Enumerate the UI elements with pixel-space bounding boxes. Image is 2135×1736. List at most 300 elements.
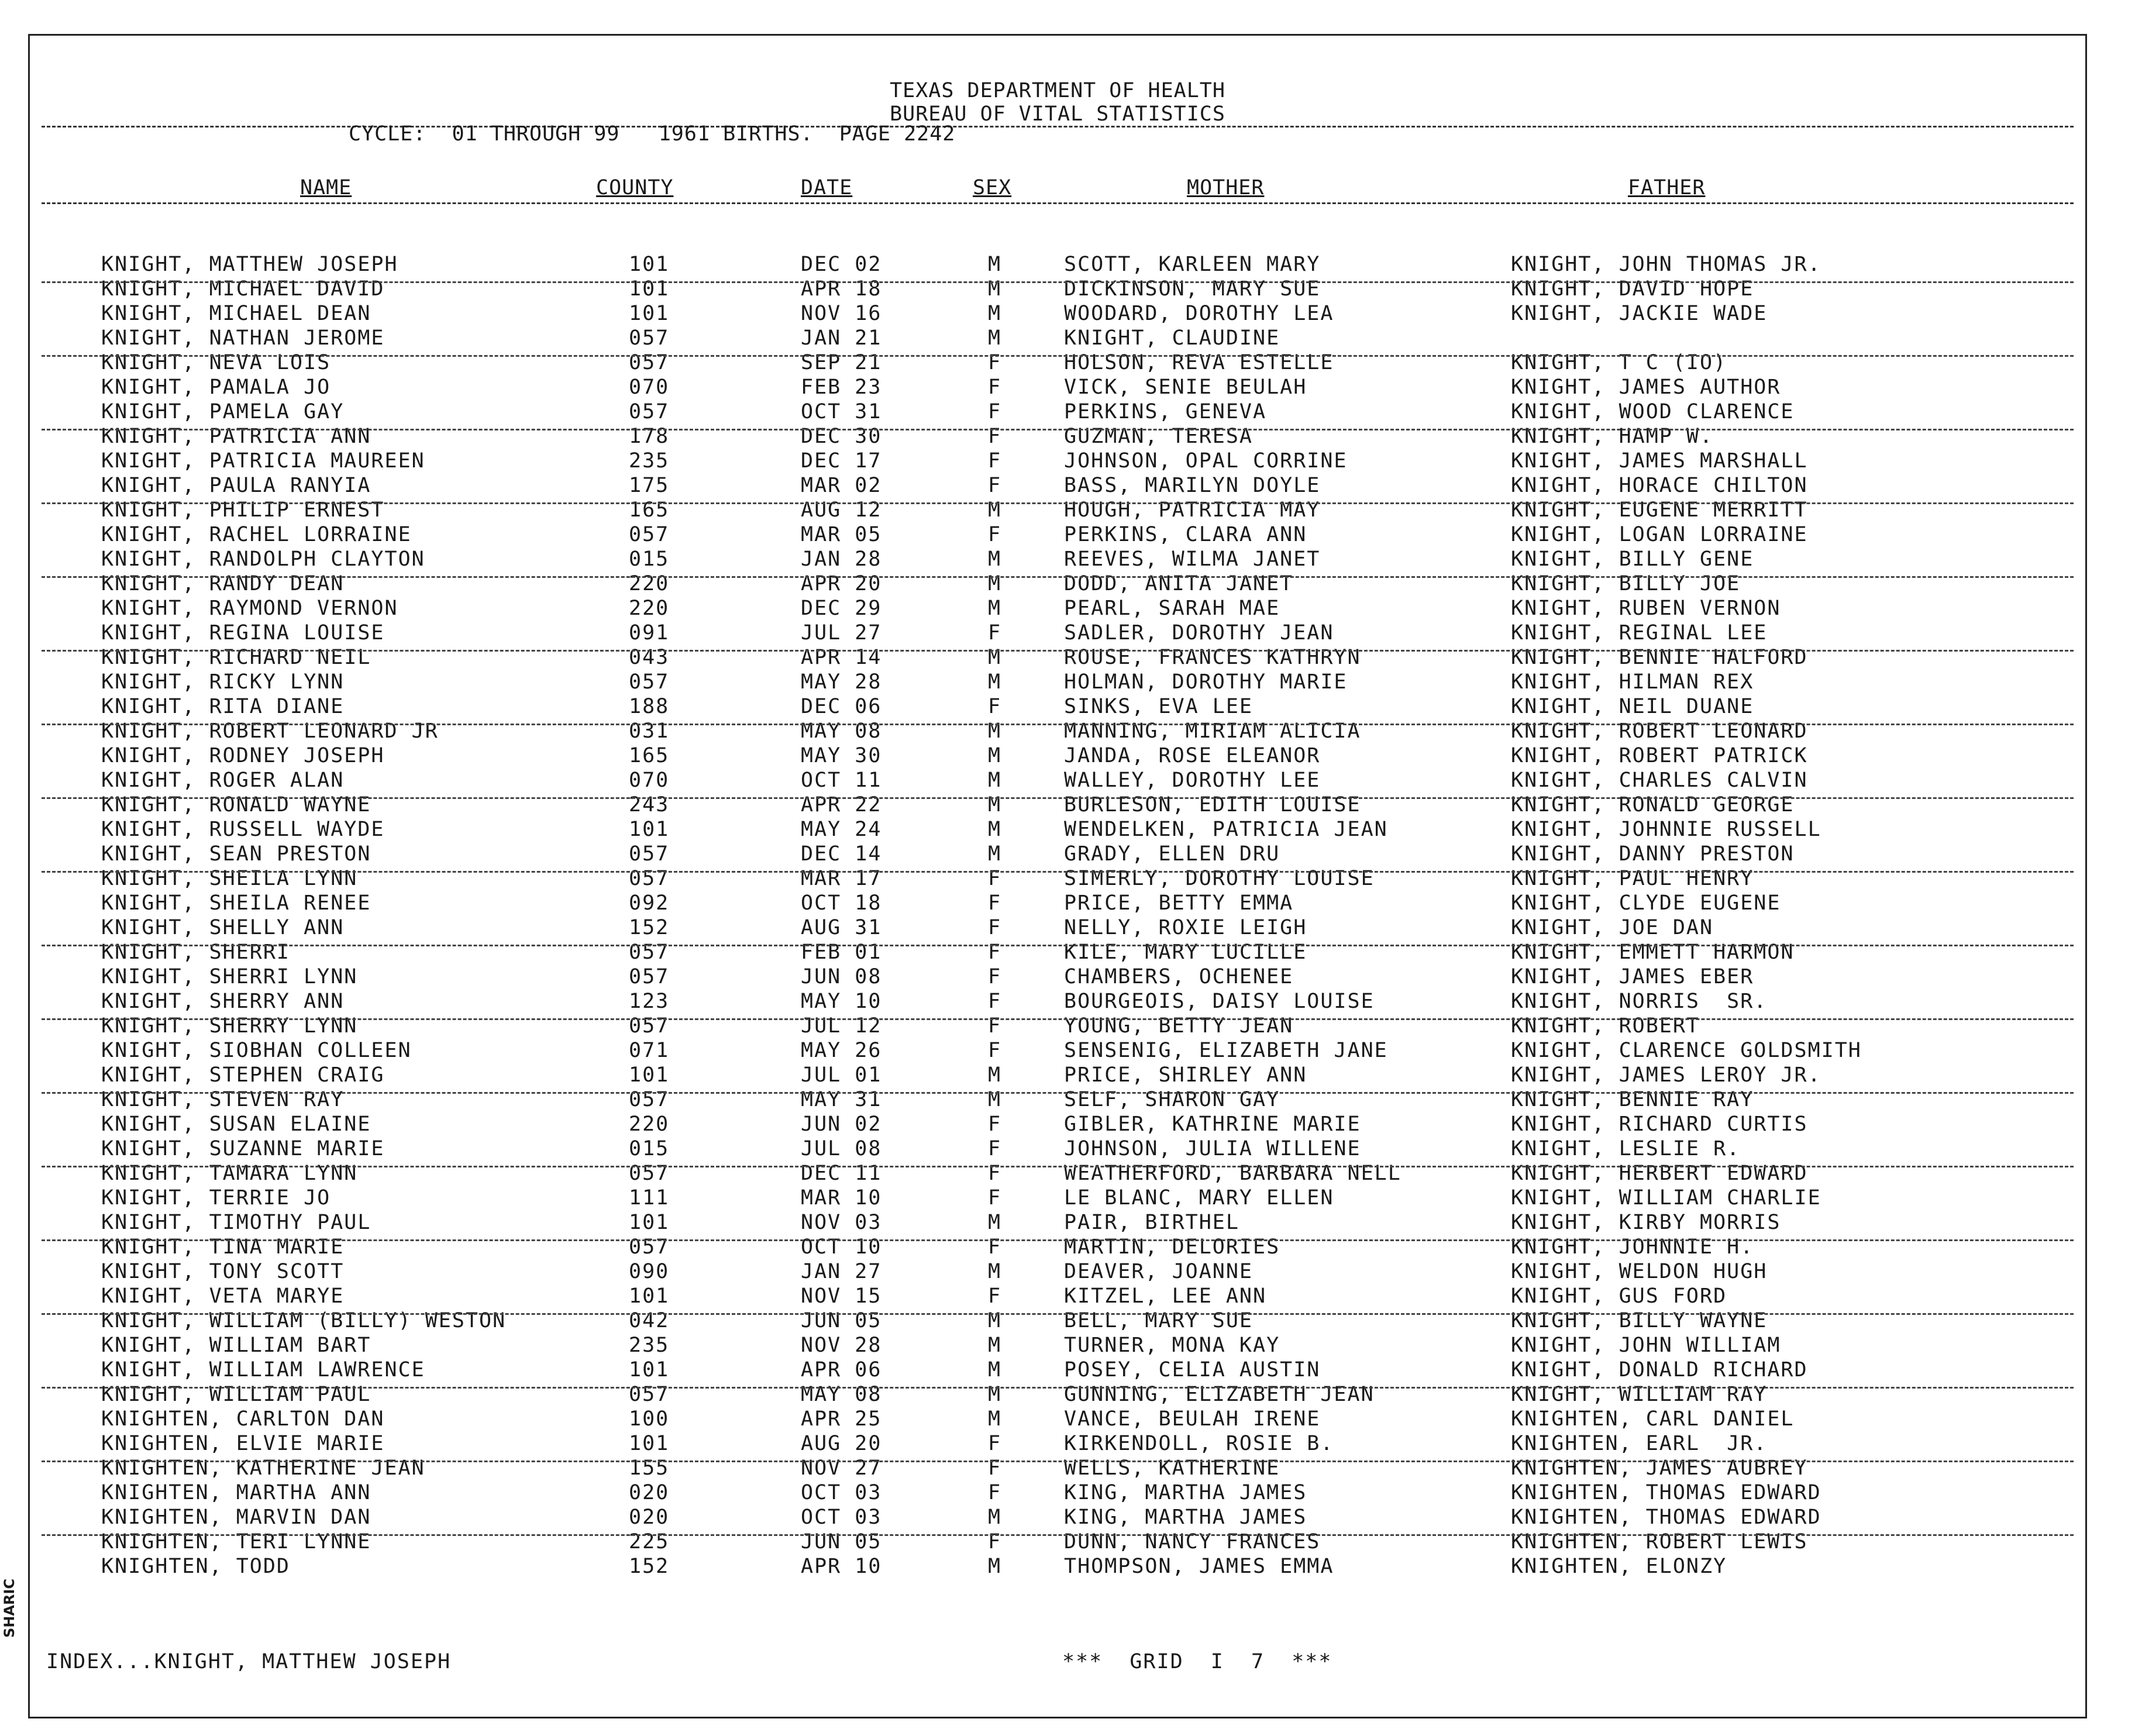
cell-sex: M: [988, 1309, 1002, 1332]
cell-sex: M: [988, 277, 1002, 301]
cell-county: 235: [629, 449, 670, 473]
cell-sex: F: [988, 1186, 1002, 1210]
cell-sex: F: [988, 1284, 1002, 1308]
cell-mother: JANDA, ROSE ELEANOR: [1064, 744, 1321, 767]
cell-county: 020: [629, 1506, 670, 1529]
cell-date: JUL 08: [801, 1137, 882, 1160]
cell-date: FEB 23: [801, 376, 882, 399]
table-row: [30, 277, 2085, 301]
cell-mother: THOMPSON, JAMES EMMA: [1064, 1555, 1334, 1578]
cell-date: AUG 20: [801, 1432, 882, 1455]
cell-mother: JOHNSON, JULIA WILLENE: [1064, 1137, 1361, 1160]
cell-sex: F: [988, 916, 1002, 939]
cell-sex: F: [988, 425, 1002, 448]
cell-county: 057: [629, 351, 670, 374]
cell-date: MAY 08: [801, 719, 882, 743]
cell-mother: DUNN, NANCY FRANCES: [1064, 1530, 1321, 1554]
cell-date: JUN 05: [801, 1530, 882, 1554]
cell-father: KNIGHTEN, THOMAS EDWARD: [1511, 1506, 1821, 1529]
cell-date: APR 20: [801, 572, 882, 595]
cell-sex: F: [988, 621, 1002, 645]
cell-county: 165: [629, 744, 670, 767]
cell-father: KNIGHT, BILLY JOE: [1511, 572, 1741, 595]
cell-date: MAR 05: [801, 523, 882, 546]
cell-county: 057: [629, 326, 670, 350]
cell-name: KNIGHT, REGINA LOUISE: [101, 621, 385, 645]
cell-mother: WOODARD, DOROTHY LEA: [1064, 302, 1334, 325]
cell-sex: F: [988, 891, 1002, 915]
cell-date: NOV 03: [801, 1211, 882, 1234]
cell-father: KNIGHT, CHARLES CALVIN: [1511, 769, 1808, 792]
column-header-mother: MOTHER: [1187, 176, 1265, 199]
cell-date: NOV 27: [801, 1456, 882, 1480]
cell-father: KNIGHT, RICHARD CURTIS: [1511, 1112, 1808, 1136]
table-row: [30, 1210, 2085, 1235]
cell-sex: F: [988, 1112, 1002, 1136]
column-header-sex: SEX: [973, 176, 1012, 199]
cell-sex: F: [988, 523, 1002, 546]
cell-name: KNIGHT, SUSAN ELAINE: [101, 1112, 371, 1136]
cell-father: KNIGHTEN, CARL DANIEL: [1511, 1407, 1795, 1431]
table-row: [30, 866, 2085, 891]
cell-name: KNIGHT, RACHEL LORRAINE: [101, 523, 412, 546]
column-header-date: DATE: [801, 176, 853, 199]
department-title: TEXAS DEPARTMENT OF HEALTH: [890, 79, 1225, 102]
cell-mother: TURNER, MONA KAY: [1064, 1334, 1280, 1357]
table-row: [30, 793, 2085, 817]
table-row: [30, 399, 2085, 424]
cell-county: 101: [629, 302, 670, 325]
cell-mother: BURLESON, EDITH LOUISE: [1064, 793, 1361, 817]
cell-father: KNIGHT, HAMP W.: [1511, 425, 1714, 448]
cell-mother: SINKS, EVA LEE: [1064, 695, 1254, 718]
cell-date: OCT 18: [801, 891, 882, 915]
table-row: [30, 719, 2085, 743]
cell-father: KNIGHT, DAVID HOPE: [1511, 277, 1754, 301]
cell-father: KNIGHT, KIRBY MORRIS: [1511, 1211, 1781, 1234]
cell-date: FEB 01: [801, 941, 882, 964]
cell-name: KNIGHT, SHEILA LYNN: [101, 867, 358, 890]
cell-mother: HOLMAN, DOROTHY MARIE: [1064, 670, 1348, 694]
column-header-name: NAME: [300, 176, 352, 199]
table-row: [30, 522, 2085, 547]
cell-sex: M: [988, 1506, 1002, 1529]
cell-sex: F: [988, 867, 1002, 890]
cell-sex: M: [988, 1063, 1002, 1087]
table-row: [30, 1112, 2085, 1136]
table-row: [30, 301, 2085, 326]
cell-date: MAR 02: [801, 474, 882, 497]
cell-date: JAN 21: [801, 326, 882, 350]
cell-county: 043: [629, 646, 670, 669]
cell-name: KNIGHT, TIMOTHY PAUL: [101, 1211, 371, 1234]
cell-county: 090: [629, 1260, 670, 1283]
cell-name: KNIGHT, RANDY DEAN: [101, 572, 345, 595]
cell-county: 101: [629, 1432, 670, 1455]
cell-mother: KILE, MARY LUCILLE: [1064, 941, 1307, 964]
table-row: [30, 670, 2085, 694]
cell-county: 057: [629, 523, 670, 546]
cell-mother: NELLY, ROXIE LEIGH: [1064, 916, 1307, 939]
cell-mother: KING, MARTHA JAMES: [1064, 1481, 1307, 1504]
cell-father: KNIGHTEN, EARL JR.: [1511, 1432, 1768, 1455]
cell-name: KNIGHT, PHILIP ERNEST: [101, 498, 385, 522]
cell-name: KNIGHTEN, ELVIE MARIE: [101, 1432, 385, 1455]
cell-name: KNIGHT, SHERRI: [101, 941, 291, 964]
cell-county: 057: [629, 1014, 670, 1038]
cell-name: KNIGHT, WILLIAM PAUL: [101, 1383, 371, 1406]
cell-county: 057: [629, 941, 670, 964]
table-row: [30, 1554, 2085, 1579]
cell-mother: YOUNG, BETTY JEAN: [1064, 1014, 1294, 1038]
cell-name: KNIGHT, MATTHEW JOSEPH: [101, 253, 398, 276]
cell-name: KNIGHTEN, TODD: [101, 1555, 291, 1578]
cell-mother: KING, MARTHA JAMES: [1064, 1506, 1307, 1529]
cell-name: KNIGHT, SHELLY ANN: [101, 916, 345, 939]
cell-county: 057: [629, 1235, 670, 1259]
cell-county: 225: [629, 1530, 670, 1554]
table-row: [30, 768, 2085, 793]
cell-sex: M: [988, 1555, 1002, 1578]
cell-mother: BOURGEOIS, DAISY LOUISE: [1064, 990, 1375, 1013]
cell-county: 070: [629, 376, 670, 399]
cell-mother: SELF, SHARON GAY: [1064, 1088, 1280, 1111]
cell-sex: F: [988, 449, 1002, 473]
cell-date: OCT 03: [801, 1506, 882, 1529]
cell-date: DEC 06: [801, 695, 882, 718]
cell-date: DEC 29: [801, 597, 882, 620]
cell-mother: WEATHERFORD, BARBARA NELL: [1064, 1162, 1401, 1185]
cell-county: 101: [629, 1358, 670, 1382]
cell-date: MAY 08: [801, 1383, 882, 1406]
cell-county: 101: [629, 277, 670, 301]
cell-county: 057: [629, 842, 670, 866]
cell-county: 220: [629, 572, 670, 595]
table-row: [30, 621, 2085, 645]
cell-county: 101: [629, 253, 670, 276]
cell-father: KNIGHT, CLARENCE GOLDSMITH: [1511, 1039, 1862, 1062]
cell-date: MAY 28: [801, 670, 882, 694]
cell-county: 243: [629, 793, 670, 817]
table-row: [30, 1358, 2085, 1382]
cell-name: KNIGHT, RAYMOND VERNON: [101, 597, 398, 620]
cell-mother: GUNNING, ELIZABETH JEAN: [1064, 1383, 1375, 1406]
cell-sex: F: [988, 1039, 1002, 1062]
cell-sex: M: [988, 547, 1002, 571]
table-row: [30, 1186, 2085, 1210]
cell-county: 155: [629, 1456, 670, 1480]
table-row: [30, 842, 2085, 866]
cell-father: KNIGHT, JAMES AUTHOR: [1511, 376, 1781, 399]
cell-name: KNIGHT, RICHARD NEIL: [101, 646, 371, 669]
table-row: [30, 596, 2085, 621]
table-row: [30, 498, 2085, 522]
cell-father: KNIGHT, JAMES LEROY JR.: [1511, 1063, 1821, 1087]
cell-sex: F: [988, 1235, 1002, 1259]
cell-father: KNIGHTEN, ELONZY: [1511, 1555, 1727, 1578]
cell-county: 188: [629, 695, 670, 718]
cell-mother: WALLEY, DOROTHY LEE: [1064, 769, 1321, 792]
cell-sex: F: [988, 1014, 1002, 1038]
cell-mother: KITZEL, LEE ANN: [1064, 1284, 1267, 1308]
cell-sex: M: [988, 597, 1002, 620]
table-row: [30, 350, 2085, 375]
cell-father: KNIGHT, HORACE CHILTON: [1511, 474, 1808, 497]
cell-sex: F: [988, 1456, 1002, 1480]
cell-mother: PERKINS, GENEVA: [1064, 400, 1267, 423]
cell-father: KNIGHT, HERBERT EDWARD: [1511, 1162, 1808, 1185]
cell-father: KNIGHT, BILLY WAYNE: [1511, 1309, 1768, 1332]
cell-date: OCT 10: [801, 1235, 882, 1259]
table-row: [30, 694, 2085, 719]
table-row: [30, 1407, 2085, 1431]
cell-name: KNIGHT, RITA DIANE: [101, 695, 345, 718]
cell-name: KNIGHT, NATHAN JEROME: [101, 326, 385, 350]
cell-father: KNIGHTEN, THOMAS EDWARD: [1511, 1481, 1821, 1504]
cell-county: 111: [629, 1186, 670, 1210]
cell-date: JUL 27: [801, 621, 882, 645]
cell-mother: BELL, MARY SUE: [1064, 1309, 1254, 1332]
cell-date: MAY 30: [801, 744, 882, 767]
cell-county: 070: [629, 769, 670, 792]
column-header-county: COUNTY: [596, 176, 674, 199]
cell-sex: F: [988, 1162, 1002, 1185]
cell-date: NOV 16: [801, 302, 882, 325]
cell-date: NOV 15: [801, 1284, 882, 1308]
cell-sex: M: [988, 842, 1002, 866]
cell-date: OCT 11: [801, 769, 882, 792]
table-row: [30, 989, 2085, 1014]
cell-name: KNIGHT, SIOBHAN COLLEEN: [101, 1039, 412, 1062]
cell-father: KNIGHT, WILLIAM RAY: [1511, 1383, 1768, 1406]
cell-mother: DEAVER, JOANNE: [1064, 1260, 1254, 1283]
table-row: [30, 1038, 2085, 1063]
cell-mother: SIMERLY, DOROTHY LOUISE: [1064, 867, 1375, 890]
cell-date: SEP 21: [801, 351, 882, 374]
cell-sex: M: [988, 1260, 1002, 1283]
cell-sex: F: [988, 941, 1002, 964]
cell-county: 220: [629, 597, 670, 620]
cell-name: KNIGHTEN, TERI LYNNE: [101, 1530, 371, 1554]
cell-name: KNIGHT, PAMALA JO: [101, 376, 331, 399]
cell-father: KNIGHT, ROBERT LEONARD: [1511, 719, 1808, 743]
cell-father: KNIGHT, JOE DAN: [1511, 916, 1714, 939]
cell-father: KNIGHT, BILLY GENE: [1511, 547, 1754, 571]
cell-mother: PERKINS, CLARA ANN: [1064, 523, 1307, 546]
cell-sex: F: [988, 695, 1002, 718]
cell-mother: GUZMAN, TERESA: [1064, 425, 1254, 448]
cell-father: KNIGHT, HILMAN REX: [1511, 670, 1754, 694]
cell-date: APR 25: [801, 1407, 882, 1431]
cell-name: KNIGHT, TERRIE JO: [101, 1186, 331, 1210]
cell-sex: M: [988, 253, 1002, 276]
cell-date: APR 06: [801, 1358, 882, 1382]
cell-name: KNIGHT, TONY SCOTT: [101, 1260, 345, 1283]
cell-sex: F: [988, 1530, 1002, 1554]
table-row: [30, 1456, 2085, 1480]
cell-date: OCT 03: [801, 1481, 882, 1504]
cell-mother: BASS, MARILYN DOYLE: [1064, 474, 1321, 497]
table-row: [30, 1161, 2085, 1186]
cell-county: 235: [629, 1334, 670, 1357]
cell-father: KNIGHT, LOGAN LORRAINE: [1511, 523, 1808, 546]
cell-county: 092: [629, 891, 670, 915]
table-row: [30, 473, 2085, 498]
cell-name: KNIGHT, WILLIAM BART: [101, 1334, 371, 1357]
cell-mother: SADLER, DOROTHY JEAN: [1064, 621, 1334, 645]
cell-mother: SENSENIG, ELIZABETH JANE: [1064, 1039, 1388, 1062]
cell-father: KNIGHT, JOHNNIE RUSSELL: [1511, 818, 1821, 841]
cell-father: KNIGHT, DANNY PRESTON: [1511, 842, 1795, 866]
cell-father: KNIGHT, WOOD CLARENCE: [1511, 400, 1795, 423]
cell-sex: M: [988, 326, 1002, 350]
table-row: [30, 1382, 2085, 1407]
cell-father: KNIGHT, WILLIAM CHARLIE: [1511, 1186, 1821, 1210]
table-row: [30, 1431, 2085, 1456]
sharic-side-label: SHARIC: [1, 1579, 18, 1638]
cell-county: 057: [629, 1162, 670, 1185]
cell-name: KNIGHT, PATRICIA ANN: [101, 425, 371, 448]
cell-county: 178: [629, 425, 670, 448]
table-row: [30, 571, 2085, 596]
cell-name: KNIGHTEN, MARVIN DAN: [101, 1506, 371, 1529]
cell-date: APR 10: [801, 1555, 882, 1578]
cell-county: 057: [629, 867, 670, 890]
cell-father: KNIGHT, JOHN THOMAS JR.: [1511, 253, 1821, 276]
cell-mother: GRADY, ELLEN DRU: [1064, 842, 1280, 866]
cell-date: JUN 02: [801, 1112, 882, 1136]
cell-name: KNIGHT, SHERRY LYNN: [101, 1014, 358, 1038]
table-row: [30, 891, 2085, 915]
cell-name: KNIGHT, WILLIAM LAWRENCE: [101, 1358, 425, 1382]
cell-sex: M: [988, 818, 1002, 841]
header-divider: [42, 126, 2074, 128]
cell-date: DEC 17: [801, 449, 882, 473]
cell-mother: PAIR, BIRTHEL: [1064, 1211, 1239, 1234]
cell-mother: JOHNSON, OPAL CORRINE: [1064, 449, 1348, 473]
cell-mother: KIRKENDOLL, ROSIE B.: [1064, 1432, 1334, 1455]
cell-mother: VICK, SENIE BEULAH: [1064, 376, 1307, 399]
cell-county: 101: [629, 1211, 670, 1234]
cell-county: 101: [629, 1063, 670, 1087]
cell-name: KNIGHT, PAMELA GAY: [101, 400, 345, 423]
cell-father: KNIGHT, REGINAL LEE: [1511, 621, 1768, 645]
cell-name: KNIGHTEN, MARTHA ANN: [101, 1481, 371, 1504]
cell-name: KNIGHT, PAULA RANYIA: [101, 474, 371, 497]
table-row: [30, 449, 2085, 473]
cell-mother: LE BLANC, MARY ELLEN: [1064, 1186, 1334, 1210]
cell-date: APR 22: [801, 793, 882, 817]
cell-sex: M: [988, 1334, 1002, 1357]
cell-name: KNIGHT, RICKY LYNN: [101, 670, 345, 694]
cell-father: KNIGHT, BENNIE HALFORD: [1511, 646, 1808, 669]
cell-sex: M: [988, 498, 1002, 522]
cell-father: KNIGHT, EUGENE MERRITT: [1511, 498, 1808, 522]
cell-sex: F: [988, 376, 1002, 399]
cell-mother: PRICE, BETTY EMMA: [1064, 891, 1294, 915]
table-row: [30, 375, 2085, 399]
cell-date: JAN 28: [801, 547, 882, 571]
cell-mother: GIBLER, KATHRINE MARIE: [1064, 1112, 1361, 1136]
cell-father: KNIGHT, ROBERT: [1511, 1014, 1700, 1038]
cell-county: 220: [629, 1112, 670, 1136]
cell-date: OCT 31: [801, 400, 882, 423]
cell-father: KNIGHT, NORRIS SR.: [1511, 990, 1768, 1013]
cell-name: KNIGHT, SUZANNE MARIE: [101, 1137, 385, 1160]
cell-county: 042: [629, 1309, 670, 1332]
cell-name: KNIGHT, RODNEY JOSEPH: [101, 744, 385, 767]
cell-father: KNIGHT, RUBEN VERNON: [1511, 597, 1781, 620]
column-header-divider: [42, 202, 2074, 204]
cell-mother: SCOTT, KARLEEN MARY: [1064, 253, 1321, 276]
table-row: [30, 817, 2085, 842]
cell-name: KNIGHT, VETA MARYE: [101, 1284, 345, 1308]
cell-sex: M: [988, 1383, 1002, 1406]
birth-records-table: [30, 252, 2085, 1579]
cell-name: KNIGHT, TINA MARIE: [101, 1235, 345, 1259]
cell-date: MAY 10: [801, 990, 882, 1013]
cell-father: KNIGHT, NEIL DUANE: [1511, 695, 1754, 718]
table-row: [30, 1530, 2085, 1554]
cell-father: KNIGHT, EMMETT HARMON: [1511, 941, 1795, 964]
cell-date: MAR 10: [801, 1186, 882, 1210]
cell-father: KNIGHT, JAMES MARSHALL: [1511, 449, 1808, 473]
cell-county: 101: [629, 1284, 670, 1308]
cell-sex: M: [988, 1358, 1002, 1382]
cell-father: KNIGHT, WELDON HUGH: [1511, 1260, 1768, 1283]
cell-sex: M: [988, 646, 1002, 669]
table-row: [30, 252, 2085, 277]
cell-date: AUG 12: [801, 498, 882, 522]
table-row: [30, 1505, 2085, 1530]
cell-date: JAN 27: [801, 1260, 882, 1283]
cell-father: KNIGHT, JOHNNIE H.: [1511, 1235, 1754, 1259]
cell-name: KNIGHT, RUSSELL WAYDE: [101, 818, 385, 841]
cell-name: KNIGHT, MICHAEL DEAN: [101, 302, 371, 325]
cell-name: KNIGHT, SEAN PRESTON: [101, 842, 371, 866]
cell-father: KNIGHT, PAUL HENRY: [1511, 867, 1754, 890]
cell-date: MAY 31: [801, 1088, 882, 1111]
cell-mother: DODD, ANITA JANET: [1064, 572, 1294, 595]
cell-date: JUL 01: [801, 1063, 882, 1087]
cell-mother: ROUSE, FRANCES KATHRYN: [1064, 646, 1361, 669]
cell-date: MAY 26: [801, 1039, 882, 1062]
cell-sex: F: [988, 351, 1002, 374]
cell-sex: M: [988, 744, 1002, 767]
cell-father: KNIGHT, BENNIE RAY: [1511, 1088, 1754, 1111]
cell-father: KNIGHT, JAMES EBER: [1511, 965, 1754, 988]
cell-date: DEC 30: [801, 425, 882, 448]
cell-mother: HOUGH, PATRICIA MAY: [1064, 498, 1321, 522]
cell-father: KNIGHT, RONALD GEORGE: [1511, 793, 1795, 817]
cell-sex: F: [988, 1432, 1002, 1455]
table-row: [30, 1063, 2085, 1087]
cell-sex: M: [988, 719, 1002, 743]
cell-name: KNIGHT, SHERRI LYNN: [101, 965, 358, 988]
table-row: [30, 1480, 2085, 1505]
table-row: [30, 915, 2085, 940]
table-row: [30, 940, 2085, 965]
cell-name: KNIGHTEN, KATHERINE JEAN: [101, 1456, 425, 1480]
cell-county: 020: [629, 1481, 670, 1504]
cell-name: KNIGHT, ROGER ALAN: [101, 769, 345, 792]
cell-mother: MARTIN, DELORIES: [1064, 1235, 1280, 1259]
cell-date: DEC 02: [801, 253, 882, 276]
cell-date: DEC 14: [801, 842, 882, 866]
cell-mother: WELLS, KATHERINE: [1064, 1456, 1280, 1480]
cell-county: 101: [629, 818, 670, 841]
cell-date: MAY 24: [801, 818, 882, 841]
